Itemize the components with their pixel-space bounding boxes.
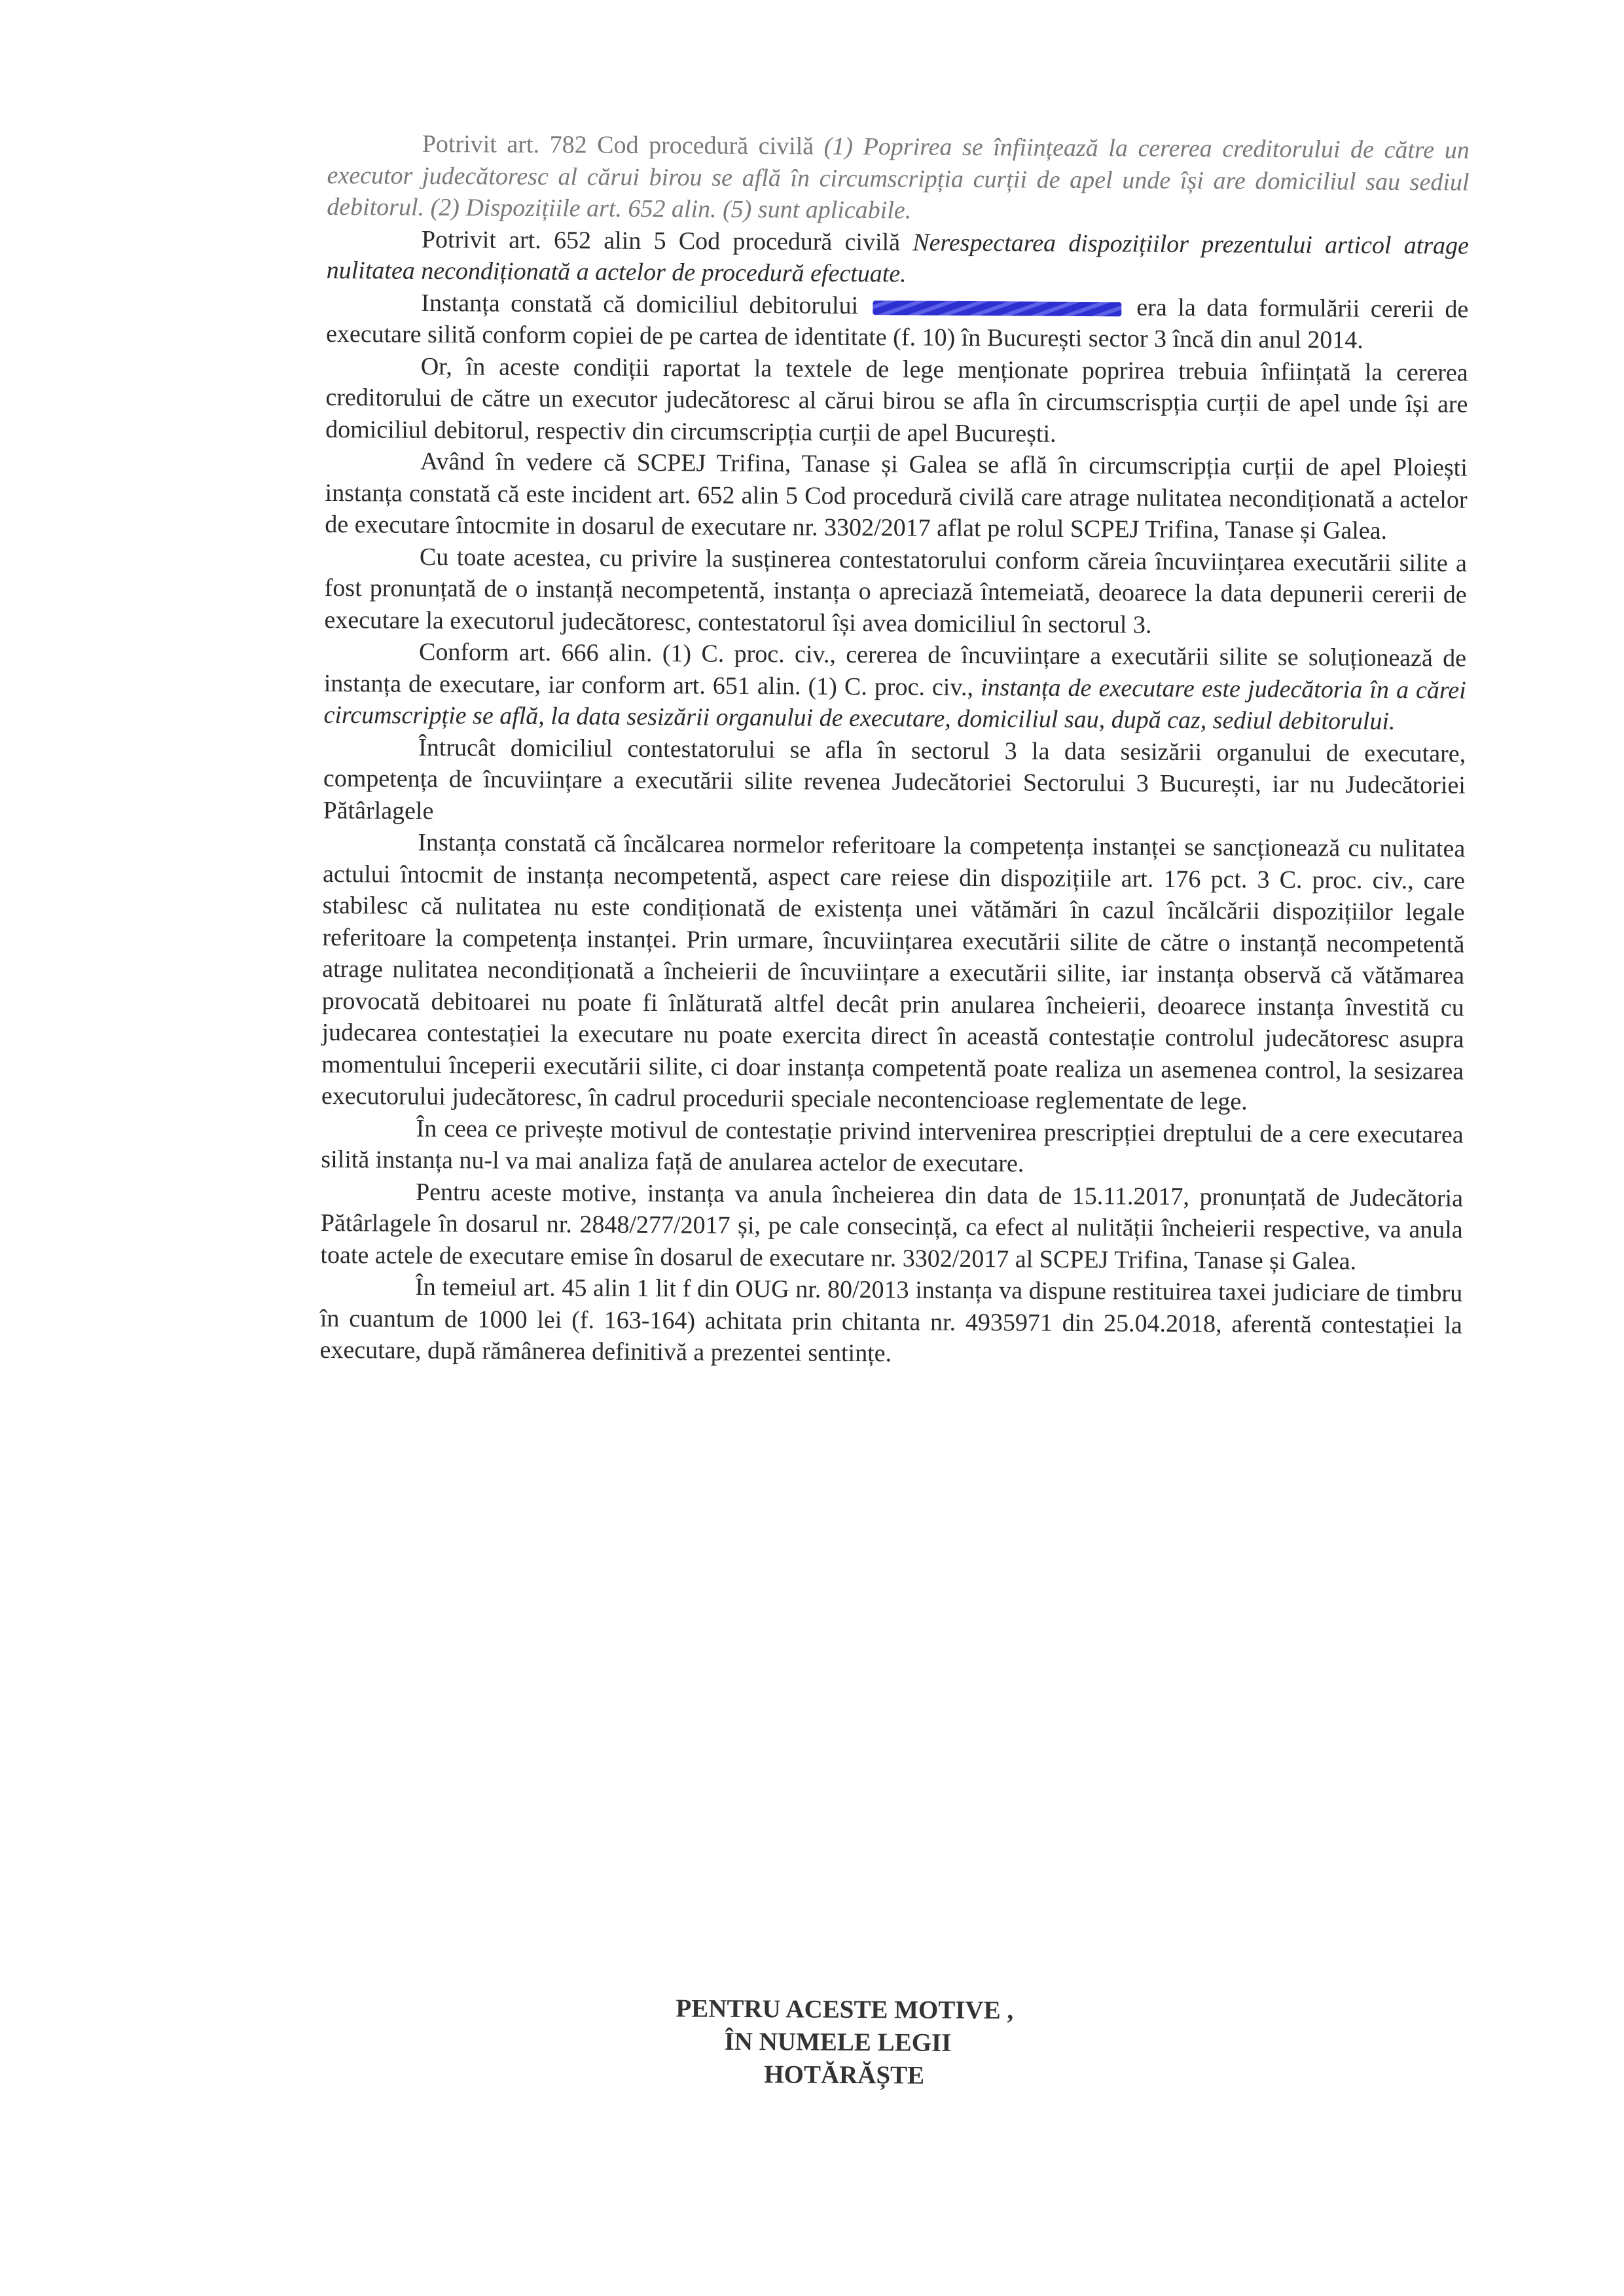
heading-line-reasons: PENTRU ACESTE MOTIVE , xyxy=(676,1994,1014,2025)
paragraph-text: Având în vedere că SCPEJ Trifina, Tanase și Galea se află în circumscripția curții de apel Ploiești instanța constată că este incident art. 652 alin 5 Cod procedură civilă care atrage nulitatea necondiționată a actelor de executare întocmite in dosarul de executare nr. 3302/2017 aflat pe rolul SCPEJ Trifina, Tanase și Galea. xyxy=(325,447,1468,545)
redaction-mark xyxy=(873,301,1122,316)
paragraph-text: instanța de executare este judecătoria în a cărei circumscripție se află, la data sesizării organului de executare, domiciliul sau, după caz, sediul debitorului. xyxy=(323,673,1466,735)
paragraph-text: era la data formulării cererii de executare silită conform copiei de pe cartea de identitate (f. 10) în București sector 3 încă din anul 2014. xyxy=(325,293,1469,354)
heading-line-decides: HOTĂRĂȘTE xyxy=(764,2060,925,2090)
paragraph-text: În temeiul art. 45 alin 1 lit f din OUG nr. 80/2013 instanța va dispune restituirea taxei judiciare de timbru în cuantum de 1000 lei (f. 163-164) achitata prin chitanta nr. 4935971 din 25.04.2018, aferentă contestației la executare, după rămânerea definitivă a prezentei sentințe. xyxy=(319,1273,1463,1368)
paragraph-text: Instanța constată că încălcarea normelor referitoare la competența instanței se sancționează cu nulitatea actului întocmit de instanța necompetentă, aspect care reiese din dispozițiile art. 176 pct. 3 C. proc. civ., care stabilesc că nulitatea nu este condiționată de existența unei vătămări în cazul încălcării dispozițiilor legale referitoare la competența instanței. Prin urmare, încuviințarea executării silite de către o instanță necompetentă atrage nulitatea necondiționată a încheierii de încuviințare a executării silite, iar instanța observă că vătămarea provocată debitoarei nu poate fi înlăturată altfel decât prin anularea încheierii, deoarece instanța învestită cu judecarea contestației la executare nu poate exercita direct în această contestație controlul judecătoresc asupra momentului începerii executării silite, ci doar instanța competentă poate realiza un asemenea control, la sesizarea executorului judecătoresc, în cadrul procedurii speciale necontencioase reglementate de lege. xyxy=(321,828,1466,1116)
paragraph xyxy=(324,540,1467,642)
paragraph-text: Pentru aceste motive, instanța va anula încheierea din data de 15.11.2017, pronunțată de Judecătoria Pătârlagele în dosarul nr. 2848/277/2017 și, pe cale consecință, ca efect al nulității încheierii respective, va anula toate actele de executare emise în dosarul de executare nr. 3302/2017 al SCPEJ Trifina, Tanase și Galea. xyxy=(320,1178,1464,1275)
document-body xyxy=(319,128,1470,1373)
paragraph xyxy=(325,445,1468,547)
paragraph xyxy=(323,731,1466,833)
paragraph xyxy=(323,636,1466,738)
heading-line-law: ÎN NUMELE LEGII xyxy=(724,2027,952,2057)
paragraph-text: Întrucât domiciliul contestatorului se afla în sectorul 3 la data sesizării organului de executare, competența de încuviințare a executării silite revenea Judecătoriei Sectorului 3 București, iar nu Judecătoriei Pătârlagele xyxy=(323,733,1466,825)
paragraph-text: Nerespectarea dispozițiilor prezentului articol atrage nulitatea necondiționată a actelor de procedură efectuate. xyxy=(326,228,1470,288)
paragraph xyxy=(319,1271,1462,1373)
operative-heading xyxy=(537,1992,1179,2094)
paragraph-text: Conform art. 666 alin. (1) C. proc. civ., cererea de încuviințare a executării silite se soluționează de instanța de executare, iar conform art. 651 alin. (1) C. proc. civ., xyxy=(323,638,1467,701)
paragraph-text: (1) Poprirea se înființează la cererea creditorului de către un executor judecătoresc al cărui birou se află în circumscripția curții de apel unde își are domiciliul sau sediul debitorul. (2) Dispozițiile art. 652 alin. (5) sunt aplicabile. xyxy=(327,132,1470,225)
paragraph xyxy=(321,826,1466,1119)
paragraph xyxy=(325,350,1468,452)
paragraph xyxy=(327,128,1470,230)
paragraph-text: Cu toate acestea, cu privire la susținerea contestatorului conform căreia încuviințarea executării silite a fost pronunțată de o instanță necompetentă, instanța o apreciază întemeiată, deoarece la data depunerii cererii de executare la executorul judecătoresc, contestatorul își avea domiciliul în sectorul 3. xyxy=(324,543,1468,639)
paragraph xyxy=(326,286,1469,357)
paragraph xyxy=(321,1112,1464,1182)
paragraph xyxy=(327,223,1470,293)
paragraph-text: Potrivit art. 782 Cod procedură civilă xyxy=(422,130,824,160)
paragraph-text: Or, în aceste condiții raportat la textele de lege menționate poprirea trebuia înființată la cererea creditorului de către un executor judecătoresc al cărui birou se afla în circumscrispția curții de apel unde își are domiciliul debitorul, respectiv din circumscripția curții de apel București. xyxy=(325,352,1468,448)
paragraph-text: Instanța constată că domiciliul debitorului xyxy=(421,289,859,319)
paragraph xyxy=(320,1175,1463,1277)
paragraph-text: În ceea ce privește motivul de contestație privind intervenirea prescripției dreptului de a cere executarea silită instanța nu-l va mai analiza față de anularea actelor de executare. xyxy=(321,1114,1464,1178)
paragraph-text: Potrivit art. 652 alin 5 Cod procedură civilă xyxy=(421,225,913,256)
